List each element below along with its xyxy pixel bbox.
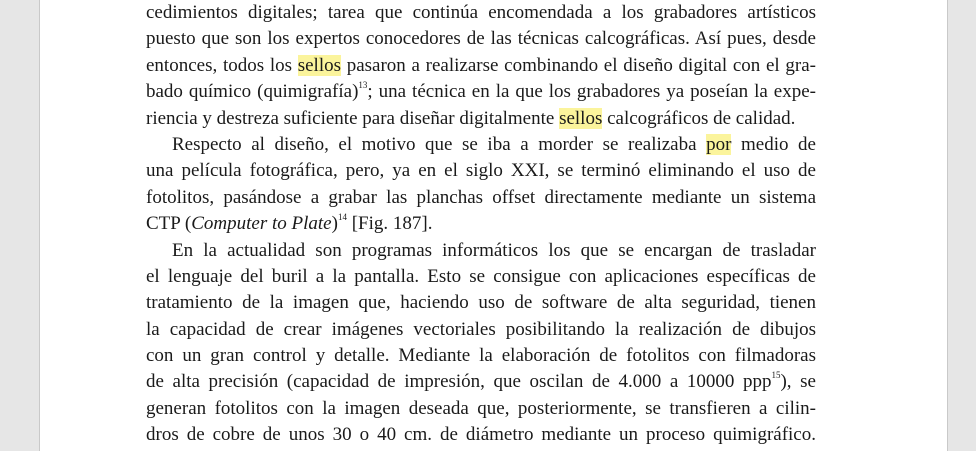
search-highlight: sellos xyxy=(297,54,341,76)
text-segment: pasaron a realizarse combinando el diseño digital con el gra- xyxy=(341,54,816,76)
text-segment: ) xyxy=(331,213,338,235)
text-line xyxy=(146,0,816,26)
footnote-ref: 14 xyxy=(337,212,347,223)
text-line xyxy=(146,369,816,395)
text-line xyxy=(146,132,816,158)
text-segment: de alta precisión (capacidad de impresión, que oscilan de 4.000 a 10000 ppp xyxy=(146,371,772,393)
search-highlight: sellos xyxy=(559,107,603,129)
text-line xyxy=(146,79,816,105)
text-line xyxy=(146,158,816,184)
text-line xyxy=(146,238,816,264)
text-line xyxy=(146,422,816,448)
text-line xyxy=(146,26,816,52)
footnote-ref: 13 xyxy=(358,80,368,91)
text-segment: calcográficos de calidad. xyxy=(602,107,796,129)
search-highlight: por xyxy=(706,133,732,155)
text-segment: con un gran control y detalle. Mediante la elaboración de fotolitos con filmadoras xyxy=(146,345,816,367)
text-segment: [Fig. 187]. xyxy=(346,213,433,235)
text-segment: CTP ( xyxy=(146,213,192,235)
text-segment: generan fotolitos con la imagen deseada que, posteriormente, se transfieren a cilin- xyxy=(146,397,816,419)
text-line xyxy=(146,343,816,369)
text-line xyxy=(146,396,816,422)
text-line xyxy=(146,211,816,237)
body-text xyxy=(146,0,816,449)
text-segment: la capacidad de crear imágenes vectoriales posibilitando la realización de dibujos xyxy=(146,318,816,340)
text-line xyxy=(146,185,816,211)
text-segment: puesto que son los expertos conocedores de las técnicas calcográficas. Así pues, desde xyxy=(146,28,816,50)
italic-text: Computer to Plate xyxy=(191,213,332,235)
text-line xyxy=(146,264,816,290)
text-segment: riencia y destreza suficiente para diseñar digitalmente xyxy=(146,107,560,129)
document-page xyxy=(39,0,948,451)
text-line xyxy=(146,53,816,79)
text-line xyxy=(146,290,816,316)
text-segment: ; una técnica en la que los grabadores ya poseían la expe- xyxy=(367,81,816,103)
text-segment: Respecto al diseño, el motivo que se iba a morder se realizaba xyxy=(172,133,707,155)
text-segment: En la actualidad son programas informáticos los que se encargan de trasladar xyxy=(172,239,816,261)
text-segment: bado químico (quimigrafía) xyxy=(146,81,359,103)
footnote-ref: 15 xyxy=(771,370,781,381)
text-line xyxy=(146,317,816,343)
text-segment: una película fotográfica, pero, ya en el siglo XXI, se terminó eliminando el uso de xyxy=(146,160,816,182)
text-segment: entonces, todos los xyxy=(146,54,298,76)
text-line xyxy=(146,106,816,132)
text-segment: medio de xyxy=(731,133,816,155)
text-segment: tratamiento de la imagen que, haciendo uso de software de alta seguridad, tienen xyxy=(146,292,816,314)
text-segment: ), se xyxy=(780,371,816,393)
text-segment: cedimientos digitales; tarea que continúa encomendada a los grabadores artísticos xyxy=(146,2,816,23)
text-segment: el lenguaje del buril a la pantalla. Esto se consigue con aplicaciones específicas de xyxy=(146,265,816,287)
text-segment: fotolitos, pasándose a grabar las planchas offset directamente mediante un sistema xyxy=(146,186,816,208)
text-segment: dros de cobre de unos 30 o 40 cm. de diámetro mediante un proceso quimigráfico. xyxy=(146,424,816,446)
